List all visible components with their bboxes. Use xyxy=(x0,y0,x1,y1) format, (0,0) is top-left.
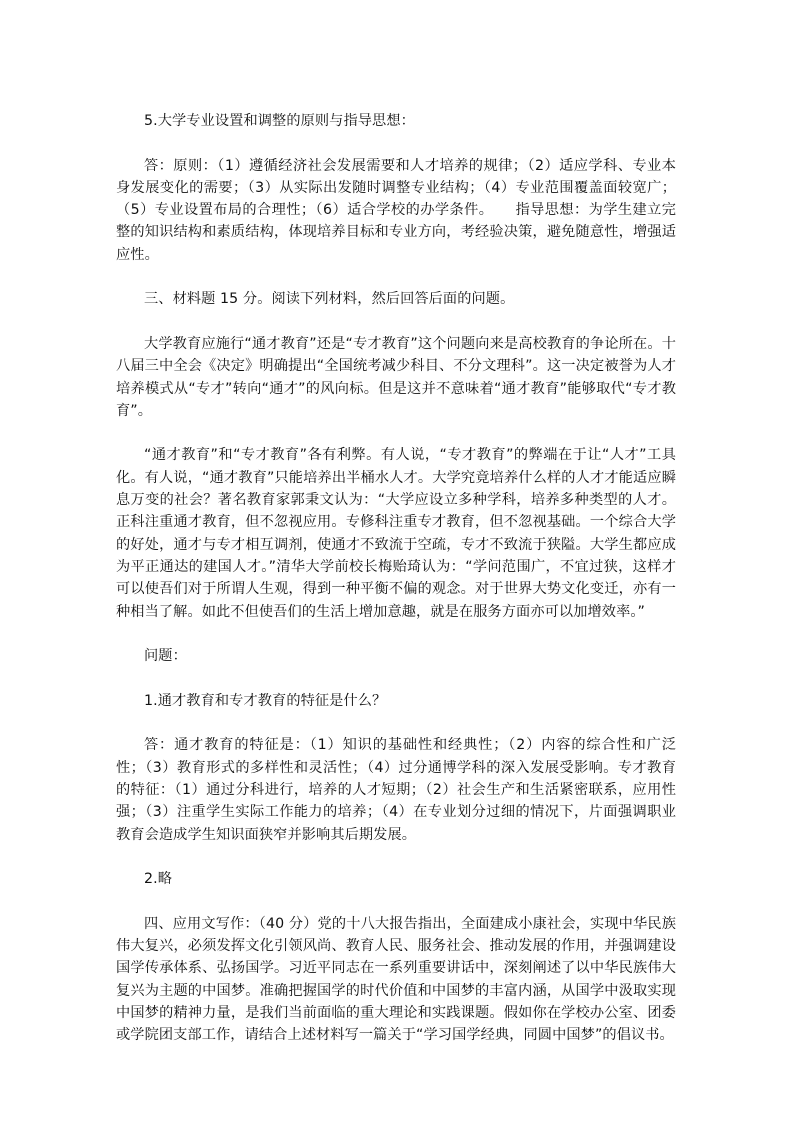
paragraph-gap xyxy=(116,712,676,734)
paragraph-gap xyxy=(116,623,676,645)
question-1-answer: 答：通才教育的特征是：（1）知识的基础性和经典性；（2）内容的综合性和广泛性；（3）教育形式的多样性和灵活性；（4）过分通博学科的深入发展受影响。专才教育的特征：（1）通过分科进行，培养的人才短期；（2）社会生产和生活紧密联系，应用性强；（3）注重学生实际工作能力的培养；（4）在专业划分过细的情况下，片面强调职业教育会造成学生知识面狭窄并影响其后期发展。 xyxy=(116,737,676,843)
question-1: 1.通才教育和专才教育的特征是什么？ xyxy=(144,692,387,709)
question-5-answer: 答：原则：（1）遵循经济社会发展需要和人才培养的规律；（2）适应学科、专业本身发展变化的需要；（3）从实际出发随时调整专业结构；（4）专业范围覆盖面较宽广；（5）专业设置布局的合理性；（6）适合学校的办学条件。 指导思想：为学生建立完整的知识结构和素质结构，体现培养目标和专业方向，考经验决策，避免随意性，增强适应性。 xyxy=(116,157,676,263)
paragraph-gap xyxy=(116,667,676,689)
question-2: 2.略 xyxy=(144,871,173,888)
material-paragraph-1: 大学教育应施行“通才教育”还是“专才教育”这个问题向来是高校教育的争论所在。十八届三中全会《决定》明确提出“全国统考减少科目、不分文理科”。这一决定被誉为人才培养模式从“专才”转向“通才”的风向标。但是这并不意味着“通才教育”能够取代“专才教育”。 xyxy=(116,335,676,419)
section-4-writing-task: 四、应用文写作：（40 分）党的十八大报告指出，全面建成小康社会，实现中华民族伟大复兴，必须发挥文化引领风尚、教育人民、服务社会、推动发展的作用，并强调建设国学传承体系、弘扬国学。习近平同志在一系列重要讲话中，深刻阐述了以中华民族伟大复兴为主题的中国梦。准确把握国学的时代价值和中国梦的丰富内涵，从国学中汲取实现中国梦的精神力量，是我们当前面临的重大理论和实践课题。假如你在学校办公室、团委或学院团支部工作，请结合上述材料写一篇关于“学习国学经典，同圆中国梦”的倡议书。 xyxy=(116,915,676,1044)
questions-label: 问题： xyxy=(144,648,187,665)
question-5-heading: 5.大学专业设置和调整的原则与指导思想： xyxy=(144,113,415,129)
paragraph-gap xyxy=(116,311,676,333)
document-body xyxy=(116,110,676,1046)
paragraph-gap xyxy=(116,890,676,912)
paragraph-gap xyxy=(116,846,676,868)
paragraph-gap xyxy=(116,132,676,154)
section-3-heading: 三、材料题 15 分。阅读下列材料，然后回答后面的问题。 xyxy=(144,291,515,308)
paragraph-gap xyxy=(116,422,676,444)
material-paragraph-2: “通才教育”和“专才教育”各有利弊。有人说，“专才教育”的弊端在于让“人才”工具化。有人说，“通才教育”只能培养出半桶水人才。大学究竟培养什么样的人才才能适应瞬息万变的社会？著名教育家郭秉文认为：“大学应设立多种学科，培养多种类型的人才。正科注重通才教育，但不忽视应用。专修科注重专才教育，但不忽视基础。一个综合大学的好处，通才与专才相互调剂，使通才不致流于空疏，专才不致流于狭隘。大学生都应成为平正通达的建国人才。”清华大学前校长梅贻琦认为：“学问范围广，不宜过狭，这样才可以使吾们对于所谓人生观，得到一种平衡不偏的观念。对于世界大势文化变迁，亦有一种相当了解。如此不但使吾们的生活上增加意趣，就是在服务方面亦可以加增效率。” xyxy=(116,447,676,620)
paragraph-gap xyxy=(116,266,676,288)
